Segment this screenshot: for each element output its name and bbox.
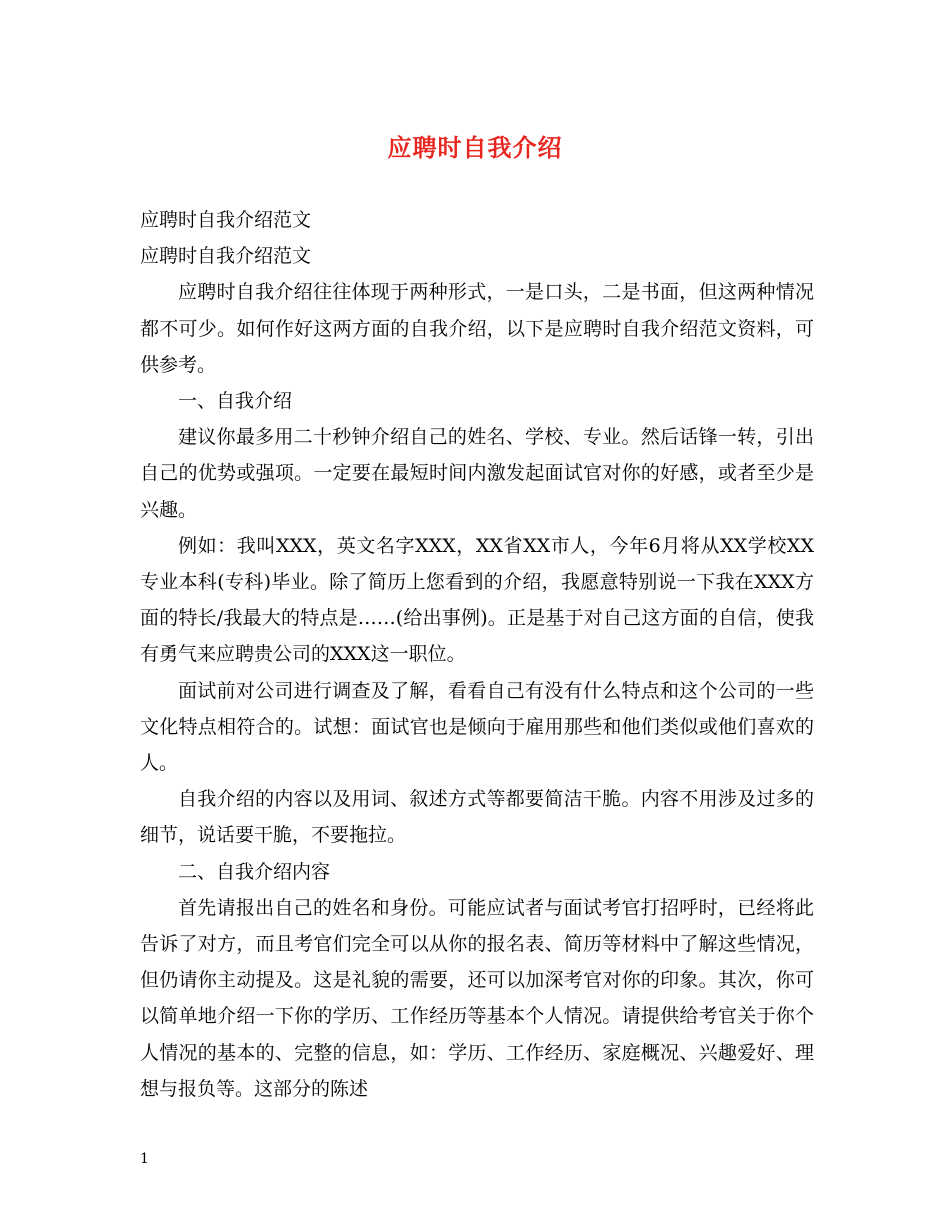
section-heading: 一、自我介绍	[178, 390, 293, 413]
body-paragraph: 自我介绍的内容以及用词、叙述方式等都要简洁干脆。内容不用涉及过多的细节，说话要干脆，不要拖拉。	[140, 788, 814, 847]
document-title: 应聘时自我介绍	[387, 133, 563, 162]
document-body	[140, 202, 814, 1107]
body-paragraph: 首先请报出自己的姓名和身份。可能应试者与面试考官打招呼时，已经将此告诉了对方，而且考官们完全可以从你的报名表、简历等材料中了解这些情况，但仍请你主动提及。这是礼貌的需要，还可以加深考官对你的印象。其次，你可以简单地介绍一下你的学历、工作经历等基本个人情况。请提供给考官关于你个人情况的基本的、完整的信息，如：学历、工作经历、家庭概况、兴趣爱好、理想与报负等。这部分的陈述	[140, 896, 814, 1100]
page-number: 1	[140, 1151, 149, 1167]
body-paragraph: 例如：我叫XXX，英文名字XXX，XX省XX市人，今年6月将从XX学校XX专业本科(专科)毕业。除了简历上您看到的介绍，我愿意特别说一下我在XXX方面的特长/我最大的特点是……(给出事例)。正是基于对自己这方面的自信，使我有勇气来应聘贵公司的XXX这一职位。	[140, 534, 814, 666]
subtitle-line: 应聘时自我介绍范文	[140, 209, 312, 231]
subtitle-line: 应聘时自我介绍范文	[140, 245, 312, 268]
body-paragraph: 建议你最多用二十秒钟介绍自己的姓名、学校、专业。然后话锋一转，引出自己的优势或强项。一定要在最短时间内激发起面试官对你的好感，或者至少是兴趣。	[140, 426, 814, 521]
intro-paragraph: 应聘时自我介绍往往体现于两种形式，一是口头，二是书面，但这两种情况都不可少。如何作好这两方面的自我介绍，以下是应聘时自我介绍范文资料，可供参考。	[140, 281, 814, 376]
body-paragraph: 面试前对公司进行调查及了解，看看自己有没有什么特点和这个公司的一些文化特点相符合的。试想：面试官也是倾向于雇用那些和他们类似或他们喜欢的人。	[140, 679, 814, 775]
section-heading: 二、自我介绍内容	[178, 860, 331, 883]
